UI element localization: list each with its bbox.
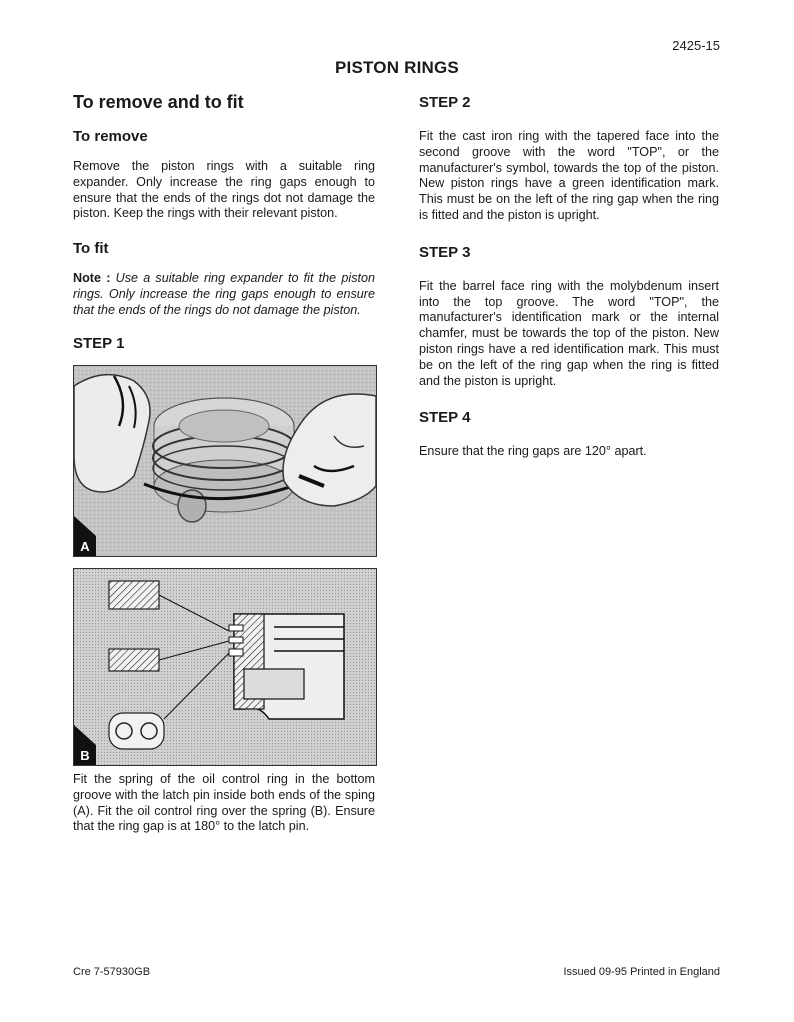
remove-heading: To remove bbox=[73, 128, 148, 145]
step4-text: Ensure that the ring gaps are 120° apart. bbox=[419, 444, 647, 459]
figure-b-corner bbox=[74, 725, 96, 745]
step3-heading: STEP 3 bbox=[419, 243, 471, 261]
step4-heading: STEP 4 bbox=[419, 409, 471, 427]
step3-text: Fit the barrel face ring with the molybdenum insert into the top groove. The word "TOP", the manufacturer's identification mark or the internal chamfer, must be towards the top of the piston. New piston rings have a red identification mark. This must be on the left of the ring gap when the ring is fitted and the piston is upright. bbox=[419, 278, 719, 388]
figure-a-illustration bbox=[74, 366, 376, 556]
note-paragraph bbox=[73, 271, 375, 318]
step2-heading: STEP 2 bbox=[419, 94, 471, 111]
step2-text: Fit the cast iron ring with the tapered face into the second groove with the word "TOP", or the manufacturer's symbol, towards the top of the piston. New piston rings have a green identification mark. This must be on the left of the ring gap when the ring is fitted and the piston is upright. bbox=[419, 129, 719, 222]
figure-a-photo bbox=[73, 365, 377, 557]
remove-text: Remove the piston rings with a suitable ring expander. Only increase the ring gaps enough to ensure that the ends of the rings dot not damage the piston. Keep the rings with their relevant piston. bbox=[73, 159, 375, 221]
left-column bbox=[73, 92, 375, 366]
figure-b-illustration bbox=[74, 569, 376, 765]
fit-heading: To fit bbox=[73, 240, 109, 258]
footer-doc-code: Cre 7-57930GB bbox=[73, 966, 151, 978]
page-number: 2425-15 bbox=[672, 38, 720, 53]
page-title: PISTON RINGS bbox=[335, 58, 459, 77]
figure-a-corner bbox=[74, 516, 96, 536]
figure-b-label: B bbox=[74, 745, 96, 765]
footer-issued: Issued 09-95 Printed in England bbox=[563, 966, 720, 978]
note-label: Note : bbox=[73, 271, 111, 286]
section-title: To remove and to fit bbox=[73, 92, 244, 112]
figure-b-diagram bbox=[73, 568, 377, 766]
note-text: Use a suitable ring expander to fit the piston rings. Only increase the ring gaps enough to ensure that the ends of the rings do not damage the piston. bbox=[73, 271, 375, 317]
step1-heading: STEP 1 bbox=[73, 334, 125, 352]
figure-a-label: A bbox=[74, 536, 96, 556]
right-column bbox=[419, 92, 719, 478]
step1-caption: Fit the spring of the oil control ring in the bottom groove with the latch pin inside both ends of the sping (A). Fit the oil control ring over the spring (B). Ensure that the ring gap is at 180° to the latch pin. bbox=[73, 772, 375, 834]
